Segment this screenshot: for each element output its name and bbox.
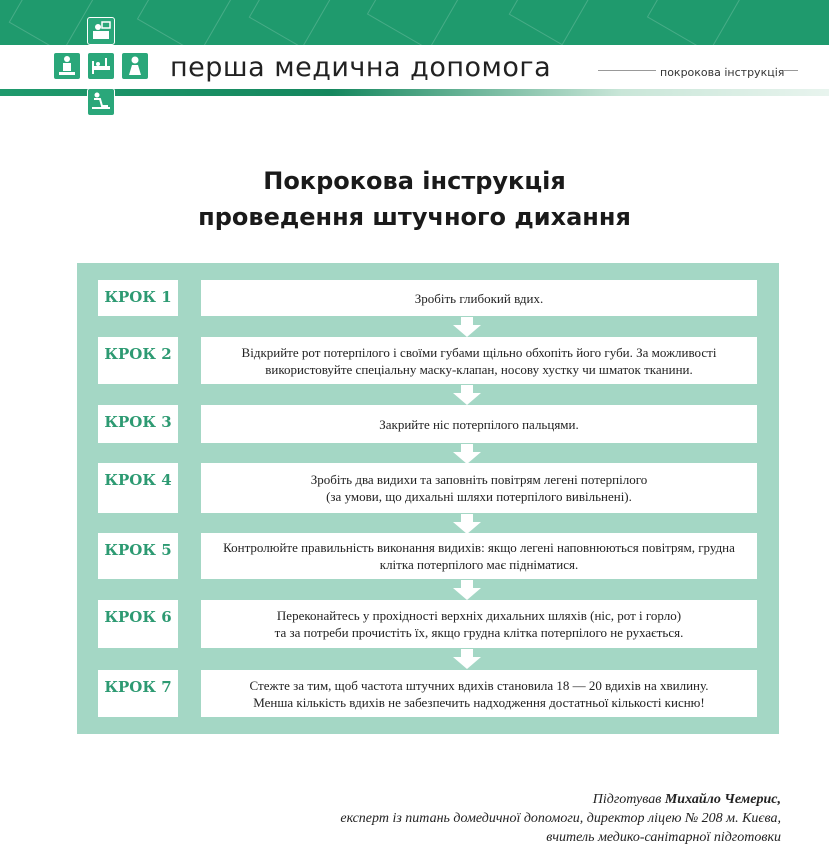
page-title-line-2: проведення штучного дихання xyxy=(198,203,631,231)
step-text: Переконайтесь у прохідності верхніх дихальних шляхів (ніс, рот і горло) та за потреби прочистіть їх, якщо грудна клітка потерпілого не рухається. xyxy=(201,600,757,648)
person-icon xyxy=(53,52,81,80)
header-section-label: покрокова інструкція xyxy=(656,66,784,79)
step-label: КРОК 6 xyxy=(98,600,178,648)
down-arrow-icon xyxy=(452,385,482,405)
hexagon-decoration xyxy=(249,0,334,45)
header-bottom-band xyxy=(0,89,829,96)
step-label: КРОК 7 xyxy=(98,670,178,717)
step-label: КРОК 4 xyxy=(98,463,178,513)
down-arrow-icon xyxy=(452,444,482,464)
nurse-icon xyxy=(121,52,149,80)
monitor-doctor-icon xyxy=(87,17,115,45)
page-title-line-1: Покрокова інструкція xyxy=(263,167,566,195)
step-label: КРОК 5 xyxy=(98,533,178,579)
step-text: Закрийте ніс потерпілого пальцями. xyxy=(201,405,757,443)
step-text: Контролюйте правильність виконання видихів: якщо легені наповнюються повітрям, грудна клітка потерпілого має підніматися. xyxy=(201,533,757,579)
hexagon-decoration xyxy=(509,0,594,45)
step-text: Зробіть глибокий вдих. xyxy=(201,280,757,316)
step-text: Відкрийте рот потерпілого і своїми губами щільно обхопіть його губи. За можливості використовуйте спеціальну маску-клапан, носову хустку чи шматок тканини. xyxy=(201,337,757,384)
author-name: Михайло Чемерис, xyxy=(664,792,781,807)
stretcher-icon xyxy=(87,88,115,116)
hexagon-decoration xyxy=(9,0,94,45)
credit-line-1: Підготував Михайло Чемерис, xyxy=(592,792,781,807)
down-arrow-icon xyxy=(452,649,482,669)
step-label: КРОК 1 xyxy=(98,280,178,316)
hexagon-decoration xyxy=(137,0,235,45)
step-label: КРОК 3 xyxy=(98,405,178,443)
down-arrow-icon xyxy=(452,580,482,600)
step-label: КРОК 2 xyxy=(98,337,178,384)
credit-line-3: вчитель медико-санітарної підготовки xyxy=(546,830,781,845)
credit-line-2: експерт із питань домедичної допомоги, директор ліцею № 208 м. Києва, xyxy=(340,811,781,826)
header-title: перша медична допомога xyxy=(170,52,552,83)
hospital-bed-icon xyxy=(87,52,115,80)
down-arrow-icon xyxy=(452,317,482,337)
step-text: Зробіть два видихи та заповніть повітрям легені потерпілого (за умови, що дихальні шляхи потерпілого вивільнені). xyxy=(201,463,757,513)
step-text: Стежте за тим, щоб частота штучних вдихів становила 18 — 20 вдихів на хвилину. Менша кількість вдихів не забезпечить надходження достатньої кількості кисню! xyxy=(201,670,757,717)
hexagon-decoration xyxy=(647,0,745,45)
hexagon-decoration xyxy=(367,0,465,45)
down-arrow-icon xyxy=(452,514,482,534)
header-top-band xyxy=(0,0,829,45)
